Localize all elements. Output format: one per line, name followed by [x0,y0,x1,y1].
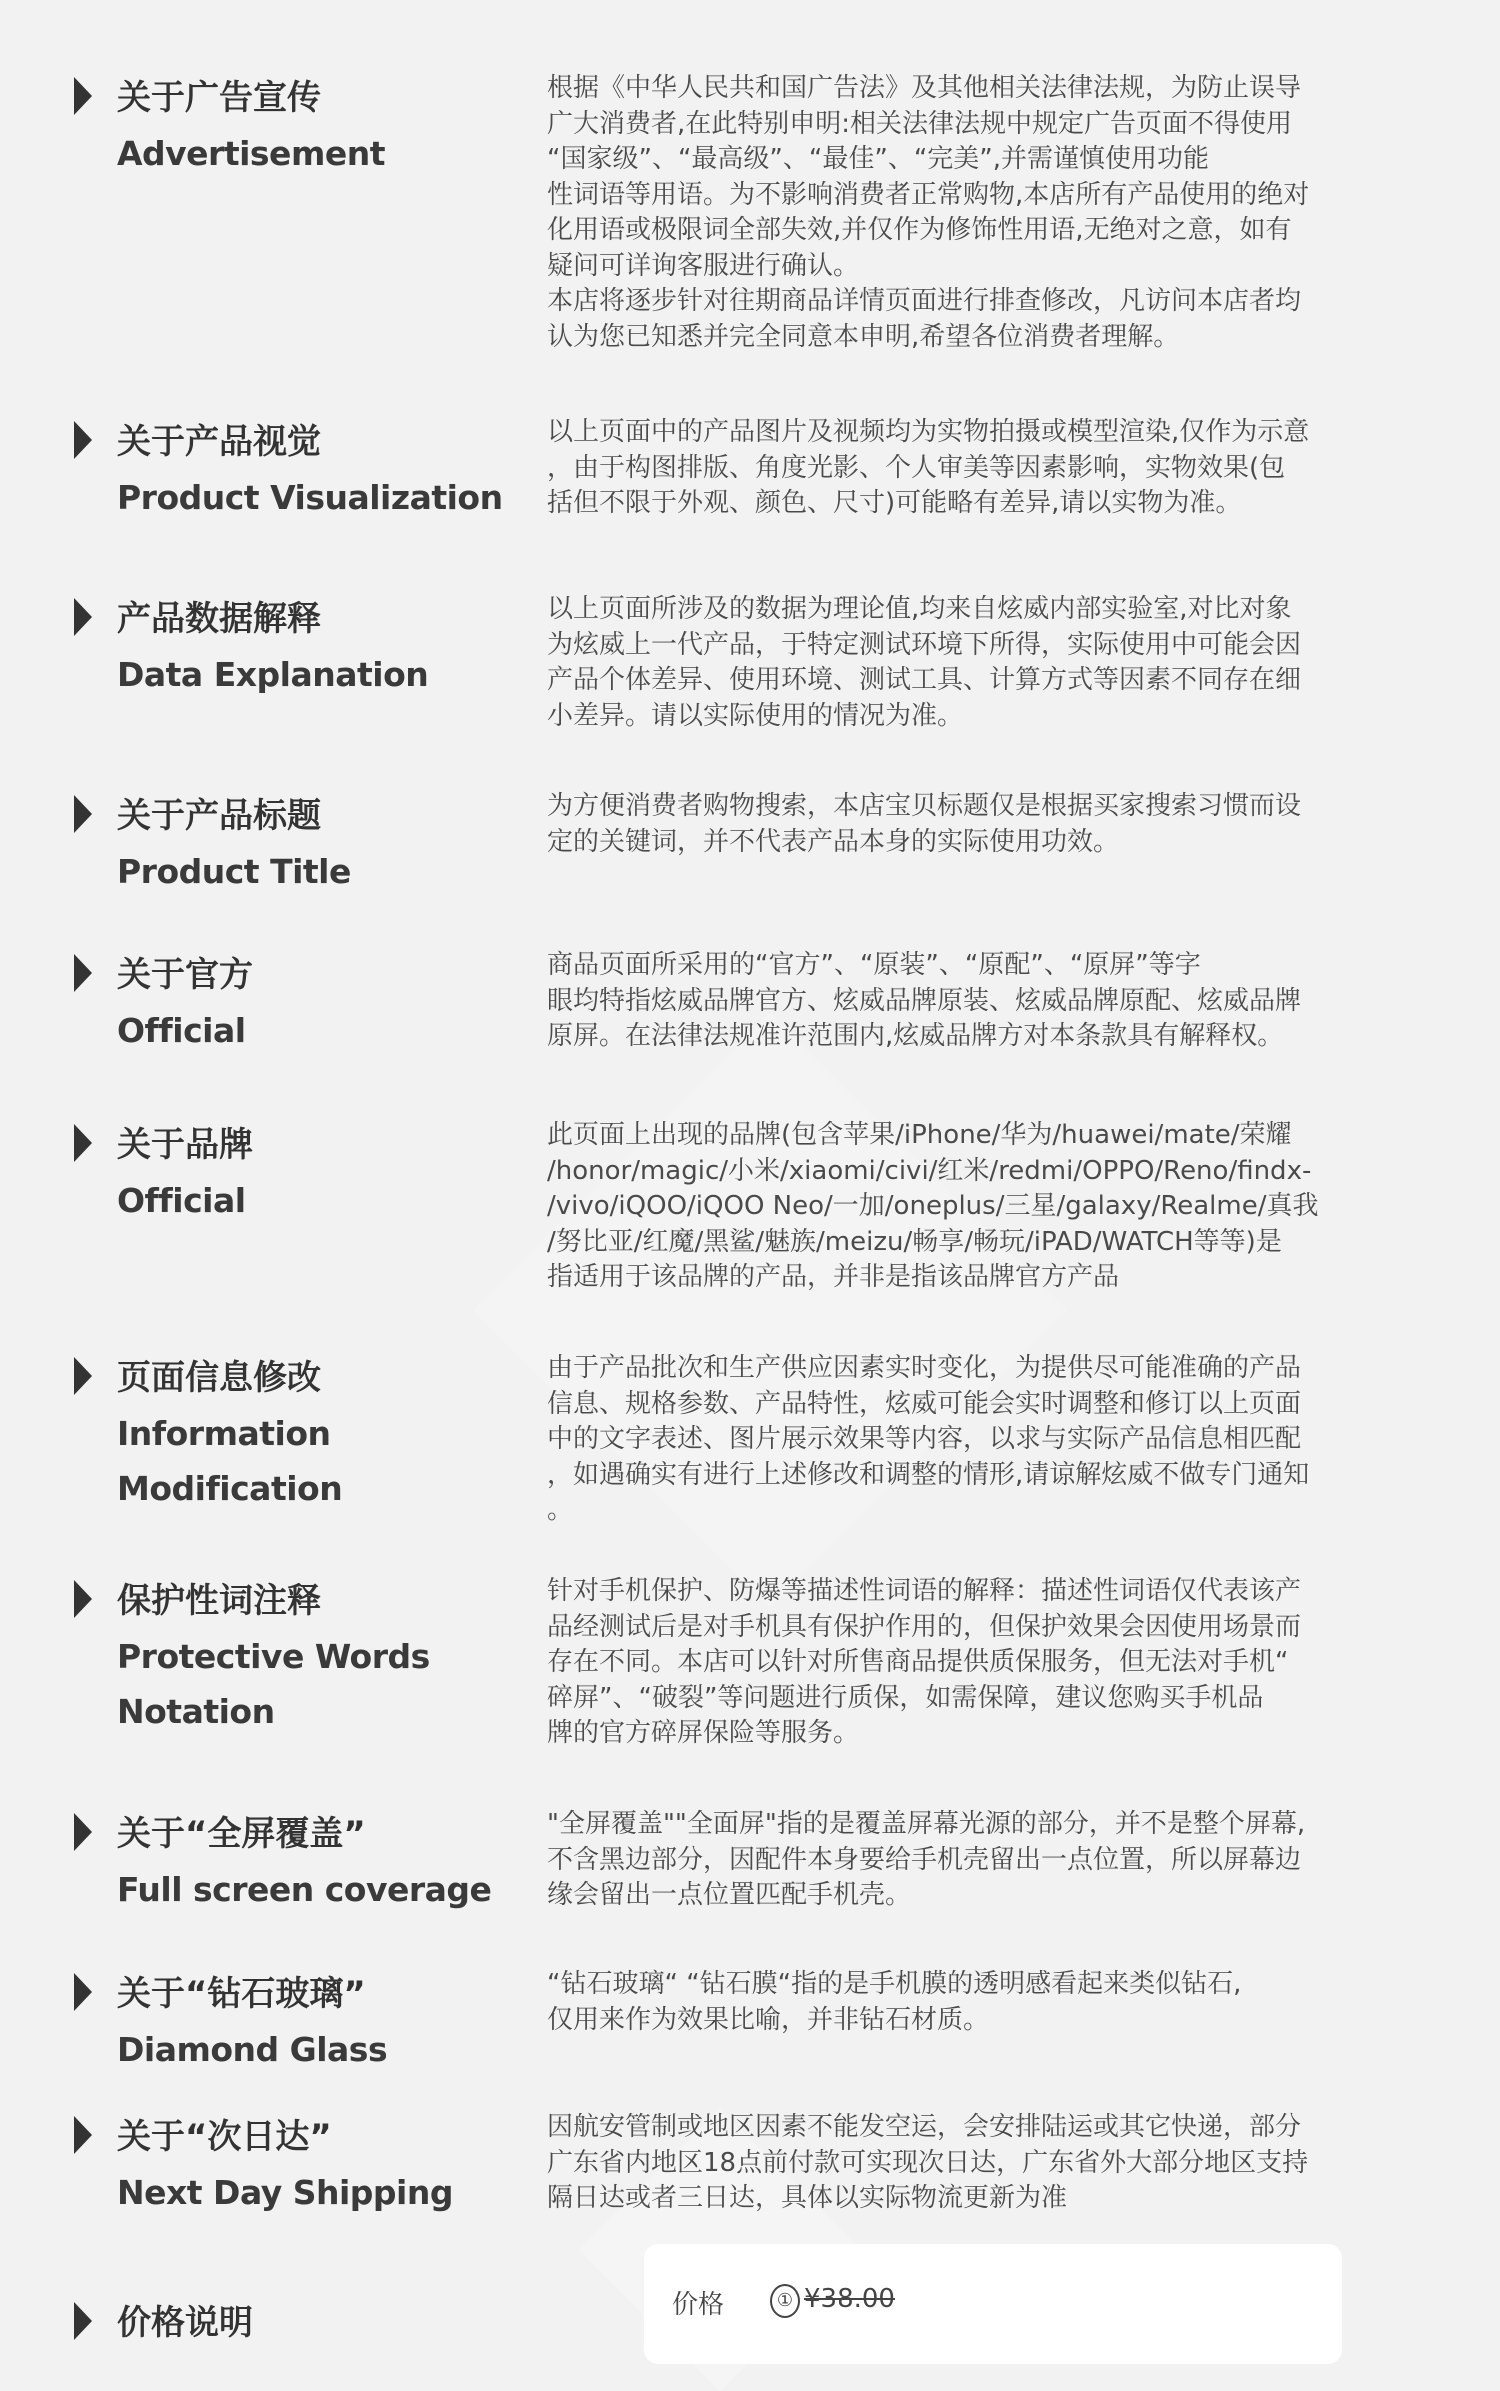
body-line: “国家级”、“最高级”、“最佳”、“完美”,并需谨慎使用功能 [547,144,1210,174]
section-body [547,1351,1397,1529]
body-line: 根据《中华人民共和国广告法》及其他相关法律法规，为防止误导 [547,73,1302,103]
body-line: 针对手机保护、防爆等描述性词语的解释：描述性词语仅代表该产 [547,1576,1302,1606]
heading-chinese: 关于品牌 [117,1125,253,1165]
body-line: /vivo/iQOO/iQOO Neo/一加/oneplus/三星/galaxy/Realme/真我 [547,1191,1319,1221]
heading-chinese: 关于“钻石玻璃” [117,1974,366,2014]
section-body [547,789,1397,860]
price-card [644,2244,1342,2364]
info-circle-icon[interactable]: ① [770,2284,800,2318]
body-line: ，由于构图排版、角度光影、个人审美等因素影响，实物效果(包 [547,452,1286,483]
body-line: 广大消费者,在此特别申明:相关法律法规中规定广告页面不得使用 [547,108,1293,139]
heading-english: Data Explanation [117,655,429,694]
body-line: 广东省内地区18点前付款可实现次日达，广东省外大部分地区支持 [547,2147,1309,2178]
section-heading [117,415,517,525]
heading-chinese: 关于官方 [117,955,253,995]
heading-chinese: 关于产品视觉 [117,422,321,462]
body-line: 指适用于该品牌的产品，并非是指该品牌官方产品 [547,1262,1120,1292]
heading-chinese: 保护性词注释 [117,1581,321,1621]
section-heading [117,71,517,181]
body-line: 中的文字表述、图片展示效果等内容，以求与实际产品信息相匹配 [547,1424,1302,1454]
body-line: 隔日达或者三日达，具体以实际物流更新为准 [547,2183,1068,2213]
body-line: 品经测试后是对手机具有保护作用的，但保护效果会因使用场景而 [547,1611,1302,1642]
section-body [547,415,1397,522]
body-line: ，如遇确实有进行上述修改和调整的情形,请谅解炫威不做专门通知 [547,1459,1310,1490]
section-body [547,948,1397,1055]
heading-chinese: 价格说明 [117,2303,253,2343]
heading-english: Diamond Glass [117,2030,388,2069]
body-line: 牌的官方碎屏保险等服务。 [547,1718,860,1748]
body-line: 缘会留出一点位置匹配手机壳。 [547,1880,912,1910]
heading-english: Next Day Shipping [117,2173,453,2212]
section-heading [117,1351,517,1516]
body-line: 疑问可详询客服进行确认。 [547,250,860,281]
triangle-bullet-icon [74,1973,92,2011]
original-price: ¥38.00 [804,2284,895,2314]
section-heading [117,1807,517,1917]
body-line: 本店将逐步针对往期商品详情页面进行排查修改，凡访问本店者均 [547,286,1302,316]
body-line: 括但不限于外观、颜色、尺寸)可能略有差异,请以实物为准。 [547,488,1242,518]
triangle-bullet-icon [74,2302,92,2340]
body-line: 因航安管制或地区因素不能发空运，会安排陆运或其它快递，部分 [547,2112,1302,2142]
triangle-bullet-icon [74,954,92,992]
body-line: 眼均特指炫威品牌官方、炫威品牌原装、炫威品牌原配、炫威品牌 [547,985,1302,1016]
heading-english: Official [117,1181,246,1220]
section-heading [117,789,517,899]
heading-english: Information [117,1414,331,1453]
body-line: 性词语等用语。为不影响消费者正常购物,本店所有产品使用的绝对 [547,179,1310,210]
triangle-bullet-icon [74,795,92,833]
section-body [547,2110,1397,2217]
section-body [547,71,1397,355]
body-line: 原屏。在法律法规准许范围内,炫威品牌方对本条款具有解释权。 [547,1021,1284,1051]
section-heading [117,592,517,702]
body-line: 认为您已知悉并完全同意本申明,希望各位消费者理解。 [547,321,1180,352]
body-line: 产品个体差异、使用环境、测试工具、计算方式等因素不同存在细 [547,665,1302,695]
body-line: 小差异。请以实际使用的情况为准。 [547,700,964,731]
section-body [547,1967,1397,2038]
section-body [547,1118,1397,1296]
section-heading [117,2110,517,2220]
body-line: "全屏覆盖""全面屏"指的是覆盖屏幕光源的部分，并不是整个屏幕, [547,1809,1306,1839]
body-line: 仅用来作为效果比喻，并非钻石材质。 [547,2004,990,2035]
body-line: 定的关键词，并不代表产品本身的实际使用功效。 [547,826,1120,857]
heading-chinese: 关于产品标题 [117,796,321,836]
body-line: 此页面上出现的品牌(包含苹果/iPhone/华为/huawei/mate/荣耀 [547,1120,1292,1150]
triangle-bullet-icon [74,1813,92,1851]
section-heading [117,1118,517,1228]
triangle-bullet-icon [74,1357,92,1395]
body-line: 。 [547,1495,574,1525]
section-heading [117,1574,517,1739]
body-line: “钻石玻璃“ “钻石膜“指的是手机膜的透明感看起来类似钻石, [547,1969,1242,1999]
body-line: 以上页面所涉及的数据为理论值,均来自炫威内部实验室,对比对象 [547,594,1292,624]
body-line: 以上页面中的产品图片及视频均为实物拍摄或模型渲染,仅作为示意 [547,417,1310,447]
body-line: 商品页面所采用的“官方”、“原装”、“原配”、“原屏”等字 [547,950,1201,980]
heading-english: Full screen coverage [117,1870,492,1909]
heading-english: Product Title [117,852,351,891]
body-line: 存在不同。本店可以针对所售商品提供质保服务，但无法对手机“ [547,1647,1289,1677]
section-heading [117,2296,517,2351]
body-line: /努比亚/红魔/黑鲨/魅族/meizu/畅享/畅玩/iPAD/WATCH等等)是 [547,1226,1282,1257]
body-line: /honor/magic/小米/xiaomi/civi/红米/redmi/OPPO/Reno/findx- [547,1155,1312,1186]
section-body [547,1574,1397,1752]
heading-chinese: 关于“全屏覆盖” [117,1814,366,1854]
heading-english: Modification [117,1469,343,1508]
heading-english: Protective Words [117,1637,430,1676]
heading-english: Official [117,1011,246,1050]
body-line: 化用语或极限词全部失效,并仅作为修饰性用语,无绝对之意，如有 [547,215,1292,245]
heading-chinese: 关于广告宣传 [117,78,321,118]
body-line: 不含黑边部分，因配件本身要给手机壳留出一点位置，所以屏幕边 [547,1844,1302,1875]
body-line: 碎屏”、“破裂”等问题进行质保，如需保障，建议您购买手机品 [547,1682,1264,1713]
section-body [547,592,1397,734]
section-heading [117,1967,517,2077]
section-heading [117,948,517,1058]
triangle-bullet-icon [74,421,92,459]
body-line: 为炫威上一代产品，于特定测试环境下所得，实际使用中可能会因 [547,629,1302,660]
heading-chinese: 页面信息修改 [117,1358,321,1398]
heading-english: Product Visualization [117,478,503,517]
heading-chinese: 产品数据解释 [117,599,321,639]
triangle-bullet-icon [74,1124,92,1162]
heading-english: Advertisement [117,134,385,173]
triangle-bullet-icon [74,77,92,115]
heading-english: Notation [117,1692,275,1731]
triangle-bullet-icon [74,2116,92,2154]
body-line: 为方便消费者购物搜索，本店宝贝标题仅是根据买家搜索习惯而设 [547,791,1302,821]
heading-chinese: 关于“次日达” [117,2117,332,2157]
body-line: 信息、规格参数、产品特性，炫威可能会实时调整和修订以上页面 [547,1388,1302,1419]
section-body [547,1807,1397,1914]
price-label: 价格 [672,2290,725,2320]
triangle-bullet-icon [74,598,92,636]
body-line: 由于产品批次和生产供应因素实时变化，为提供尽可能准确的产品 [547,1353,1302,1383]
triangle-bullet-icon [74,1580,92,1618]
